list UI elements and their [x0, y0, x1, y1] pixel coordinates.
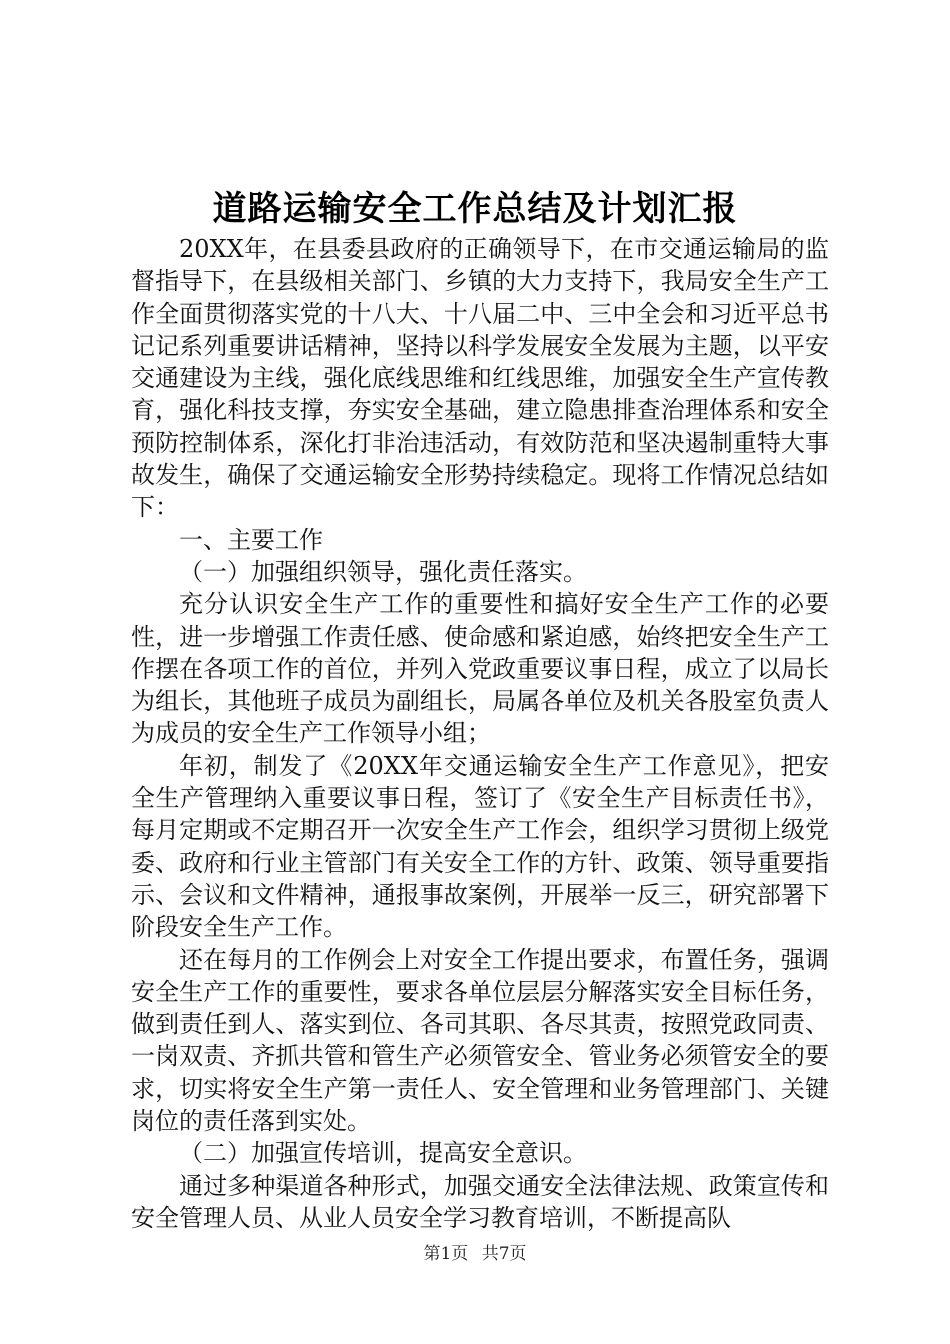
subsection-heading: （一）加强组织领导，强化责任落实。: [179, 557, 587, 586]
page-footer: [0, 1242, 950, 1266]
document-title: 道路运输安全工作总结及计划汇报: [212, 189, 738, 229]
page-number: 第1页: [423, 1244, 469, 1264]
body-paragraph: 还在每月的工作例会上对安全工作提出要求，布置任务，强调安全生产工作的重要性，要求各单位层层分解落实安全目标任务，做到责任到人、落实到位、各司其职、各尽其责，按照党政同责、一岗双责、齐抓共管和管生产必须管安全、管业务必须管安全的要求，切实将安全生产第一责任人、安全管理和业务管理部门、关键岗位的责任落到实处。: [131, 945, 829, 1136]
intro-paragraph: 20XX年，在县委县政府的正确领导下，在市交通运输局的监督指导下，在县级相关部门、乡镇的大力支持下，我局安全生产工作全面贯彻落实党的十八大、十八届二中、三中全会和习近平总书记记系列重要讲话精神，坚持以科学发展安全发展为主题，以平安交通建设为主线，强化底线思维和红线思维，加强安全生产宣传教育，强化科技支撑，夯实安全基础，建立隐患排查治理体系和安全预防控制体系，深化打非治违活动，有效防范和坚决遏制重特大事故发生，确保了交通运输安全形势持续稳定。现将工作情况总结如下：: [131, 235, 829, 522]
document-body: [131, 233, 829, 1234]
body-paragraph: 充分认识安全生产工作的重要性和搞好安全生产工作的必要性，进一步增强工作责任感、使命感和紧迫感，始终把安全生产工作摆在各项工作的首位，并列入党政重要议事日程，成立了以局长为组长，其他班子成员为副组长，局属各单位及机关各股室负责人为成员的安全生产工作领导小组；: [131, 590, 829, 748]
section-heading: 一、主要工作: [179, 525, 323, 554]
body-paragraph: 年初，制发了《20XX年交通运输安全生产工作意见》，把安全生产管理纳入重要议事日程，签订了《安全生产目标责任书》，每月定期或不定期召开一次安全生产工作会，组织学习贯彻上级党委、政府和行业主管部门有关安全工作的方针、政策、领导重要指示、会议和文件精神，通报事故案例，开展举一反三，研究部署下阶段安全生产工作。: [131, 751, 829, 942]
body-paragraph: 通过多种渠道各种形式，加强交通安全法律法规、政策宣传和安全管理人员、从业人员安全学习教育培训，不断提高队: [131, 1171, 829, 1232]
page-total: 共7页: [481, 1244, 527, 1264]
subsection-heading: （二）加强宣传培训，提高安全意识。: [179, 1139, 587, 1168]
